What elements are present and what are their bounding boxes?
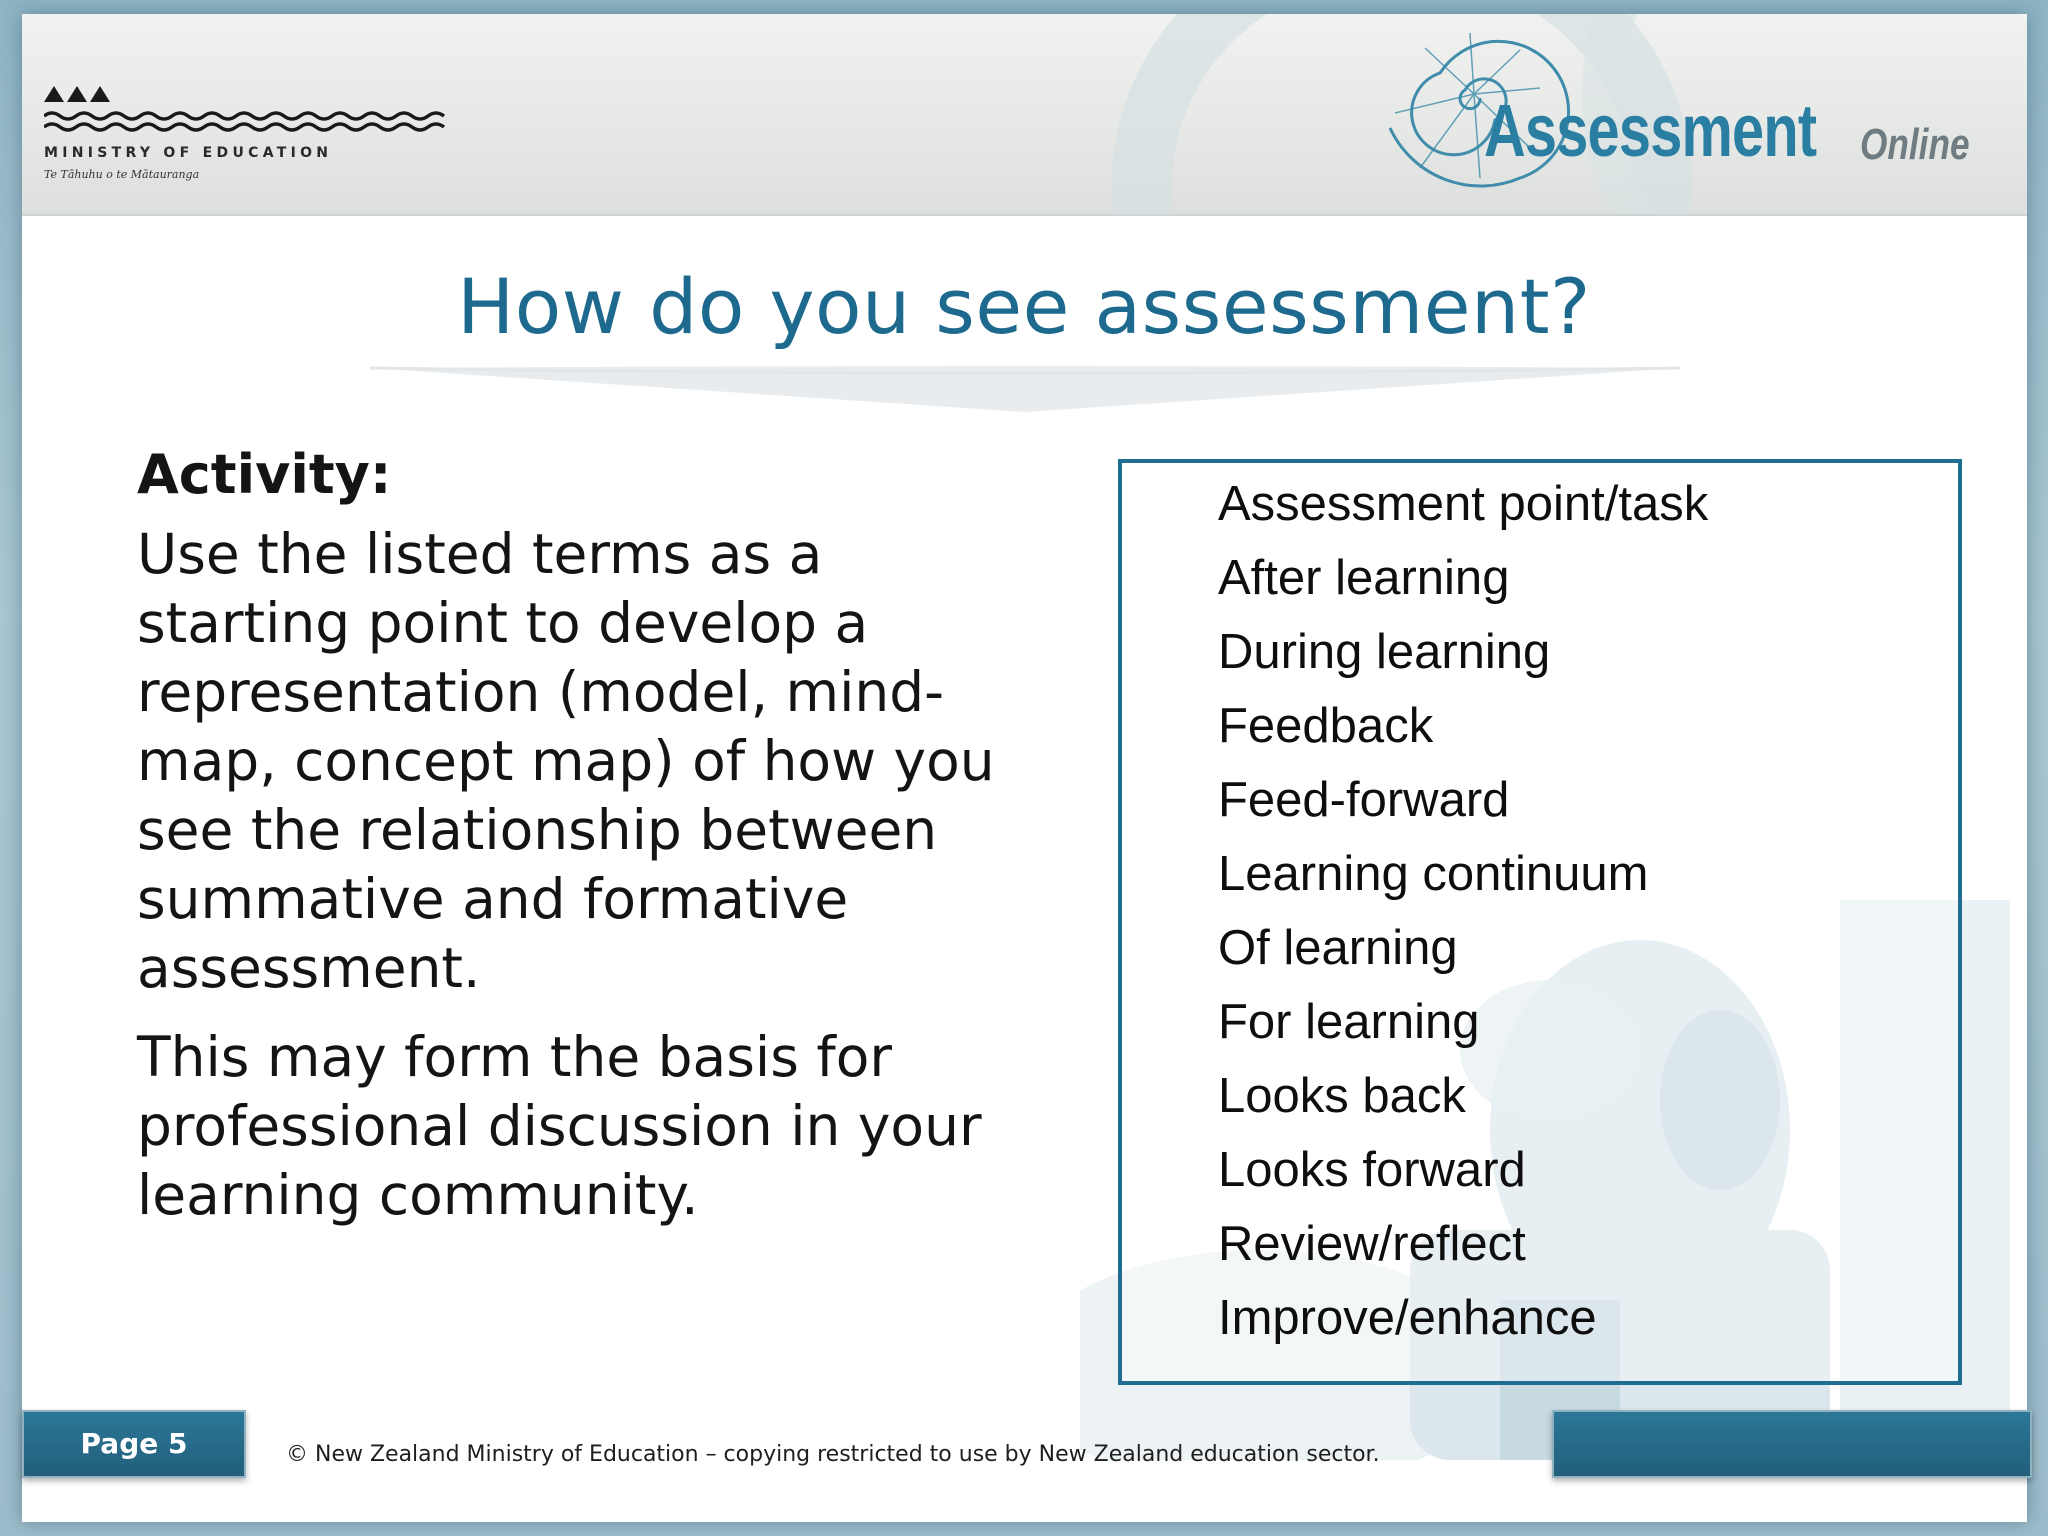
ministry-name: MINISTRY OF EDUCATION [44, 145, 333, 161]
activity-paragraph: Use the listed terms as a starting point to develop a representation (model, mind-map, concept map) of how you see the relationship between summative and formative assessment. [137, 522, 995, 1000]
term-item: Looks back [1218, 1069, 1466, 1123]
term-item: Assessment point/task [1218, 477, 1709, 531]
terms-list [1218, 467, 1708, 1355]
copyright-notice: © New Zealand Ministry of Education – copying restricted to use by New Zealand education sector. [286, 1442, 1380, 1467]
title-underline-decoration [370, 360, 1680, 420]
term-item: Feedback [1218, 699, 1434, 753]
term-item: Feed-forward [1218, 773, 1510, 827]
brand-online-word: Online [1860, 120, 1970, 169]
ministry-maori-name: Te Tāhuhu o te Mātauranga [44, 168, 200, 181]
activity-heading: Activity: [137, 443, 392, 506]
ministry-of-education-logo [44, 82, 464, 192]
brand-assessment-word: Assessment [1484, 89, 1817, 172]
footer-right-tab [1552, 1410, 2032, 1478]
assessment-online-logo [1370, 28, 1990, 218]
page-number-tab [22, 1410, 246, 1478]
term-item: Review/reflect [1218, 1217, 1526, 1271]
term-item: Of learning [1218, 921, 1458, 975]
term-item: Learning continuum [1218, 847, 1649, 901]
term-item: Improve/enhance [1218, 1291, 1597, 1345]
activity-paragraph: This may form the basis for professional discussion in your learning community. [137, 1025, 982, 1227]
term-item: Looks forward [1218, 1143, 1526, 1197]
ministry-emblem-icon [44, 82, 464, 142]
term-item: After learning [1218, 551, 1510, 605]
slide-title: How do you see assessment? [457, 262, 1591, 351]
page-number: Page 5 [80, 1427, 188, 1460]
term-item: For learning [1218, 995, 1480, 1049]
term-item: During learning [1218, 625, 1551, 679]
activity-text-block [137, 442, 997, 1250]
